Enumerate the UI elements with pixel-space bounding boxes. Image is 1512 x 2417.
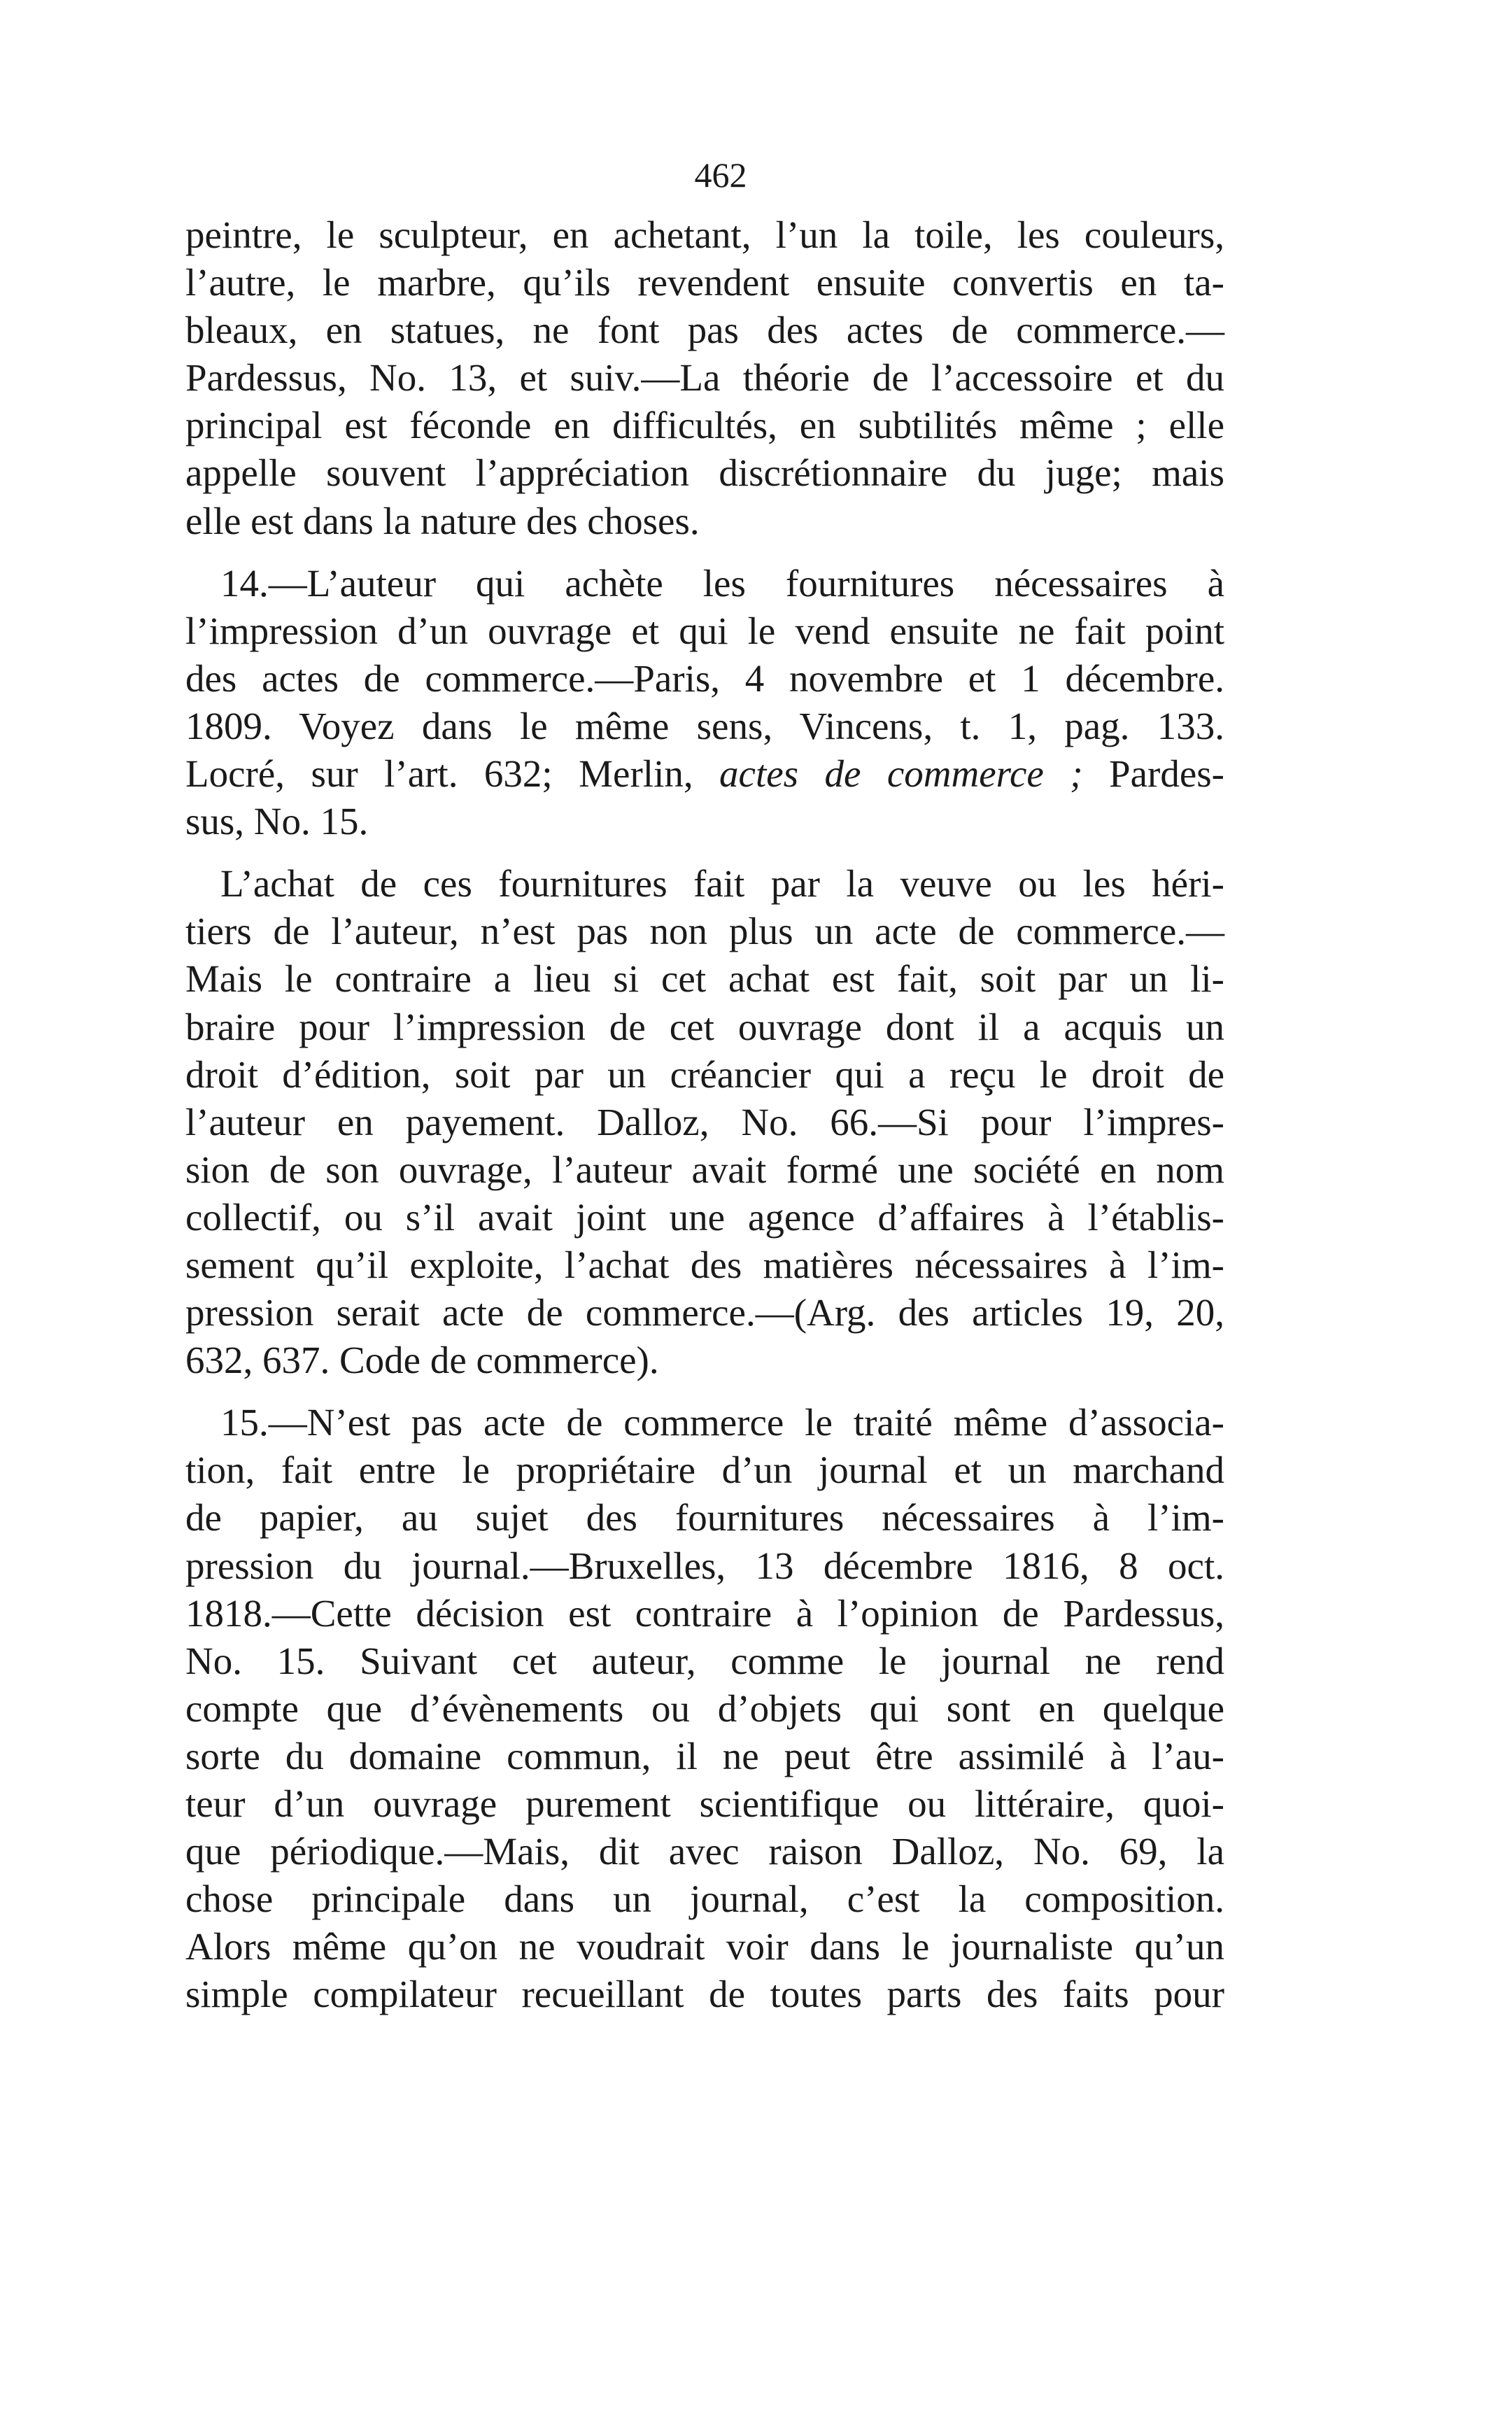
text-line: appelle souvent l’appréciation discrétionnaire du juge; mais — [185, 451, 1224, 495]
text-line: 1809. Voyez dans le même sens, Vincens, t. 1, pag. 133. — [185, 704, 1224, 747]
text-line: principal est féconde en difficultés, en subtilités même ; elle — [185, 404, 1224, 447]
text-line: tiers de l’auteur, n’est pas non plus un acte de commerce.— — [185, 910, 1224, 953]
text-line: de papier, au sujet des fournitures nécessaires à l’im- — [185, 1496, 1224, 1539]
text-line: 15.—N’est pas acte de commerce le traité même d’associa- — [220, 1401, 1224, 1444]
text-line: compte que d’évènements ou d’objets qui sont en quelque — [185, 1686, 1224, 1730]
text-line: No. 15. Suivant cet auteur, comme le journal ne rend — [185, 1639, 1224, 1682]
text-line: chose principale dans un journal, c’est la composition. — [185, 1877, 1224, 1921]
paragraph-1 — [185, 211, 1224, 545]
text-line: 14.—L’auteur qui achète les fournitures nécessaires à — [220, 561, 1224, 605]
text-line: sion de son ouvrage, l’auteur avait formé une société en nom — [185, 1148, 1224, 1191]
text-line: Pardessus, No. 13, et suiv.—La théorie de l’accessoire et du — [185, 356, 1224, 400]
text-line: teur d’un ouvrage purement scientifique ou littéraire, quoi- — [185, 1782, 1224, 1825]
text-line: sorte du domaine commun, il ne peut être assimilé à l’au- — [185, 1734, 1224, 1777]
text-line: 632, 637. Code de commerce). — [185, 1339, 659, 1382]
text-segment: Pardes- — [1082, 752, 1224, 796]
text-line: pression du journal.—Bruxelles, 13 décembre 1816, 8 oct. — [185, 1544, 1224, 1587]
text-line: Mais le contraire a lieu si cet achat est fait, soit par un li- — [185, 957, 1224, 1001]
text-line: peintre, le sculpteur, en achetant, l’un la toile, les couleurs, — [185, 213, 1224, 256]
text-line: sus, No. 15. — [185, 800, 369, 843]
text-line: elle est dans la nature des choses. — [185, 499, 700, 542]
text-line: que périodique.—Mais, dit avec raison Dalloz, No. 69, la — [185, 1830, 1224, 1873]
text-line: Alors même qu’on ne voudrait voir dans le journaliste qu’un — [185, 1925, 1224, 1968]
page-number: 462 — [694, 155, 747, 195]
paragraph-3 — [185, 860, 1224, 1384]
text-line: l’impression d’un ouvrage et qui le vend ensuite ne fait point — [185, 609, 1224, 652]
text-line: des actes de commerce.—Paris, 4 novembre et 1 décembre. — [185, 656, 1224, 700]
text-line: braire pour l’impression de cet ouvrage dont il a acquis un — [185, 1005, 1224, 1048]
text-line: L’achat de ces fournitures fait par la veuve ou les héri- — [220, 862, 1224, 906]
text-line: pression serait acte de commerce.—(Arg. des articles 19, 20, — [185, 1291, 1224, 1334]
text-line: l’autre, le marbre, qu’ils revendent ensuite convertis en ta- — [185, 261, 1224, 304]
text-line: l’auteur en payement. Dalloz, No. 66.—Si pour l’impres- — [185, 1100, 1224, 1143]
text-line-mixed — [185, 750, 1224, 798]
text-line: simple compilateur recueillant de toutes parts des faits pour — [185, 1973, 1224, 2016]
body-text — [185, 211, 1224, 2018]
text-line: bleaux, en statues, ne font pas des actes de commerce.— — [185, 309, 1224, 352]
italic-citation: actes de commerce ; — [719, 752, 1083, 796]
paragraph-4 — [185, 1399, 1224, 2018]
text-line: droit d’édition, soit par un créancier qui a reçu le droit de — [185, 1052, 1224, 1096]
text-line: tion, fait entre le propriétaire d’un journal et un marchand — [185, 1449, 1224, 1492]
paragraph-2 — [185, 560, 1224, 846]
text-line: 1818.—Cette décision est contraire à l’opinion de Pardessus, — [185, 1591, 1224, 1635]
text-segment: Locré, sur l’art. 632; Merlin, — [185, 752, 720, 796]
text-line: sement qu’il exploite, l’achat des matières nécessaires à l’im- — [185, 1243, 1224, 1286]
book-page — [185, 154, 1224, 2033]
text-line: collectif, ou s’il avait joint une agence d’affaires à l’établis- — [185, 1195, 1224, 1239]
